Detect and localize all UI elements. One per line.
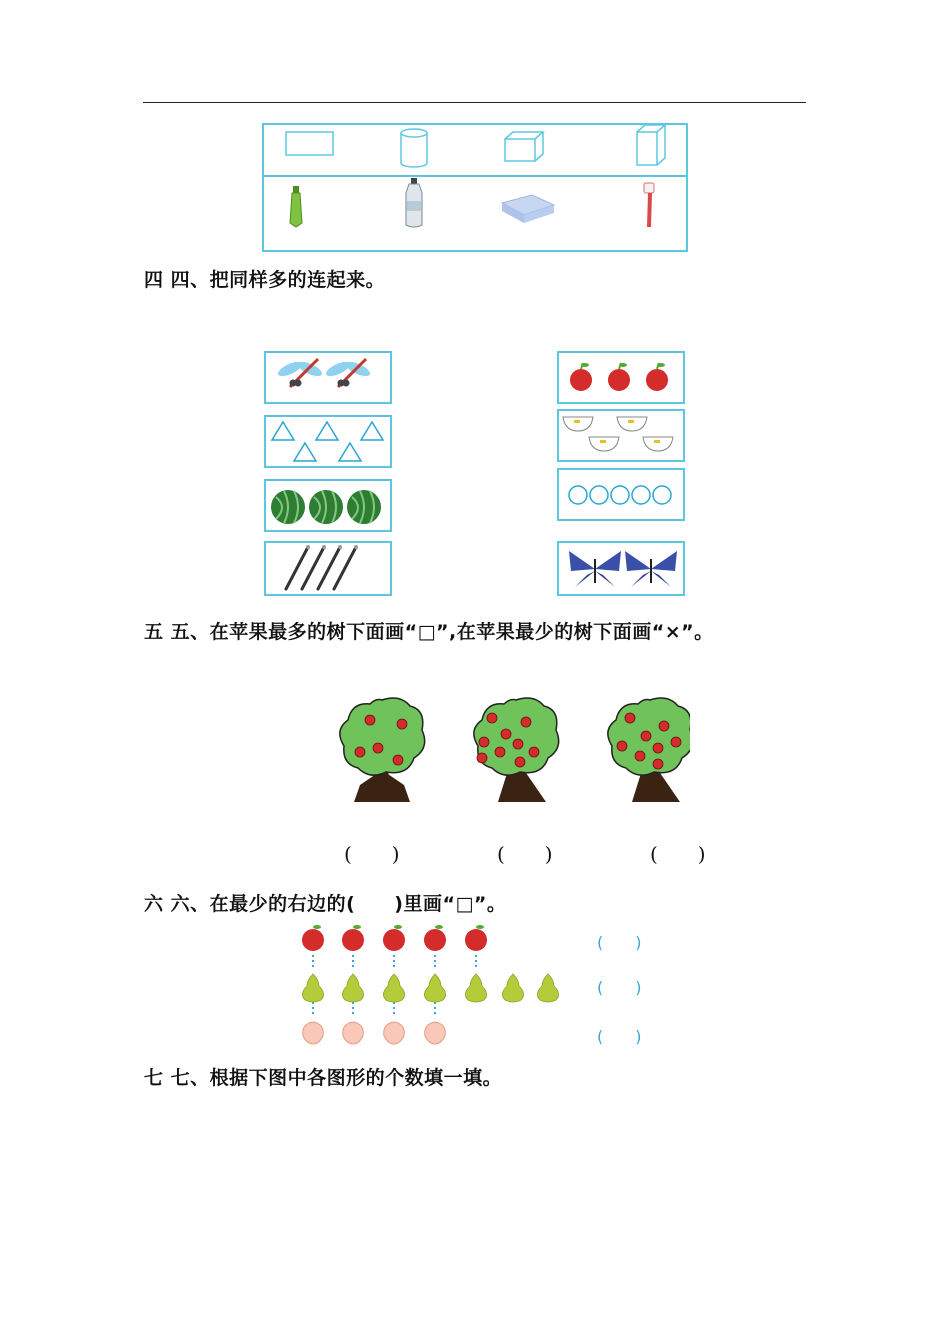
circle-icon: [611, 486, 629, 504]
toothpaste-tube-icon: [290, 186, 302, 227]
apple-icon: [608, 363, 630, 391]
pear-icon: [502, 974, 523, 1002]
circle-icon: [653, 486, 671, 504]
tree-answer-3[interactable]: ( ): [650, 842, 706, 866]
butterfly-icons: [557, 541, 685, 596]
triangle-icon: [316, 422, 338, 440]
peach-icon: [425, 1022, 446, 1044]
section4-heading: 四 四、把同样多的连起来。: [144, 269, 386, 291]
pear-icon: [424, 974, 445, 1002]
bowl-icon: [643, 437, 673, 451]
tissue-pack-icon: [502, 195, 554, 223]
dragonfly-icon: [324, 359, 372, 387]
pear-icon: [537, 974, 558, 1002]
butterfly-icon: [625, 551, 677, 587]
cube-shape: [637, 125, 665, 165]
section6-heading: 六 六、在最少的右边的( )里画“□”。: [144, 893, 507, 915]
shape-row: [262, 123, 688, 252]
tree-answer-1[interactable]: ( ): [344, 842, 400, 866]
triangle-icon: [294, 443, 316, 461]
triangle-icon: [339, 443, 361, 461]
circle-icon: [632, 486, 650, 504]
circle-icon: [569, 486, 587, 504]
triangle-icon: [272, 422, 294, 440]
watermelon-icon: [271, 490, 305, 524]
cylinder-shape: [401, 129, 427, 167]
watermelon-icon: [309, 490, 343, 524]
section7-heading: 七 七、根据下图中各图形的个数填一填。: [144, 1067, 503, 1089]
bowl-icons: [557, 409, 685, 462]
bowl-icon: [563, 417, 593, 431]
butterfly-icon: [569, 551, 621, 587]
bowl-icon: [617, 417, 647, 431]
cuboid-shape: [505, 132, 543, 161]
apple-tree-1: [340, 698, 425, 802]
bottle-icon: [406, 178, 422, 227]
apple-icon: [383, 925, 405, 951]
circle-icons: [557, 468, 685, 521]
dragonfly-icon: [276, 359, 324, 387]
apple-icon: [646, 363, 668, 391]
pear-icon: [383, 974, 404, 1002]
apple-icon: [342, 925, 364, 951]
pear-row: [302, 974, 558, 1002]
pear-icon: [342, 974, 363, 1002]
apple-icons: [557, 351, 685, 404]
apple-icon: [302, 925, 324, 951]
apple-row: [302, 925, 487, 951]
peach-icon: [384, 1022, 405, 1044]
triangle-icon: [361, 422, 383, 440]
pen-icons: [264, 541, 392, 596]
peach-icon: [303, 1022, 324, 1044]
watermelon-icons: [264, 479, 392, 532]
bowl-icon: [589, 437, 619, 451]
peach-row: [303, 1022, 446, 1044]
watermelon-icon: [347, 490, 381, 524]
peach-icon: [343, 1022, 364, 1044]
tree-answer-2[interactable]: ( ): [497, 842, 553, 866]
fruit-comparison: [295, 920, 575, 1050]
row-answer-pear[interactable]: ( ): [597, 978, 642, 997]
dragonfly-icons: [264, 351, 392, 404]
row-answer-apple[interactable]: ( ): [597, 933, 642, 952]
toothbrush-icon: [644, 183, 654, 227]
circle-icon: [590, 486, 608, 504]
section5-heading: 五 五、在苹果最多的树下面画“□”,在苹果最少的树下面画“×”。: [144, 621, 714, 643]
apple-icon: [570, 363, 592, 391]
apple-icon: [465, 925, 487, 951]
rectangle-shape: [286, 132, 333, 155]
pear-icon: [465, 974, 486, 1002]
apple-tree-3: [608, 698, 690, 802]
apple-icon: [424, 925, 446, 951]
row-answer-peach[interactable]: ( ): [597, 1027, 642, 1046]
top-rule: [143, 102, 806, 103]
pear-icon: [302, 974, 323, 1002]
triangle-icons: [264, 415, 392, 468]
apple-trees: [330, 690, 690, 808]
apple-tree-2: [474, 698, 559, 802]
